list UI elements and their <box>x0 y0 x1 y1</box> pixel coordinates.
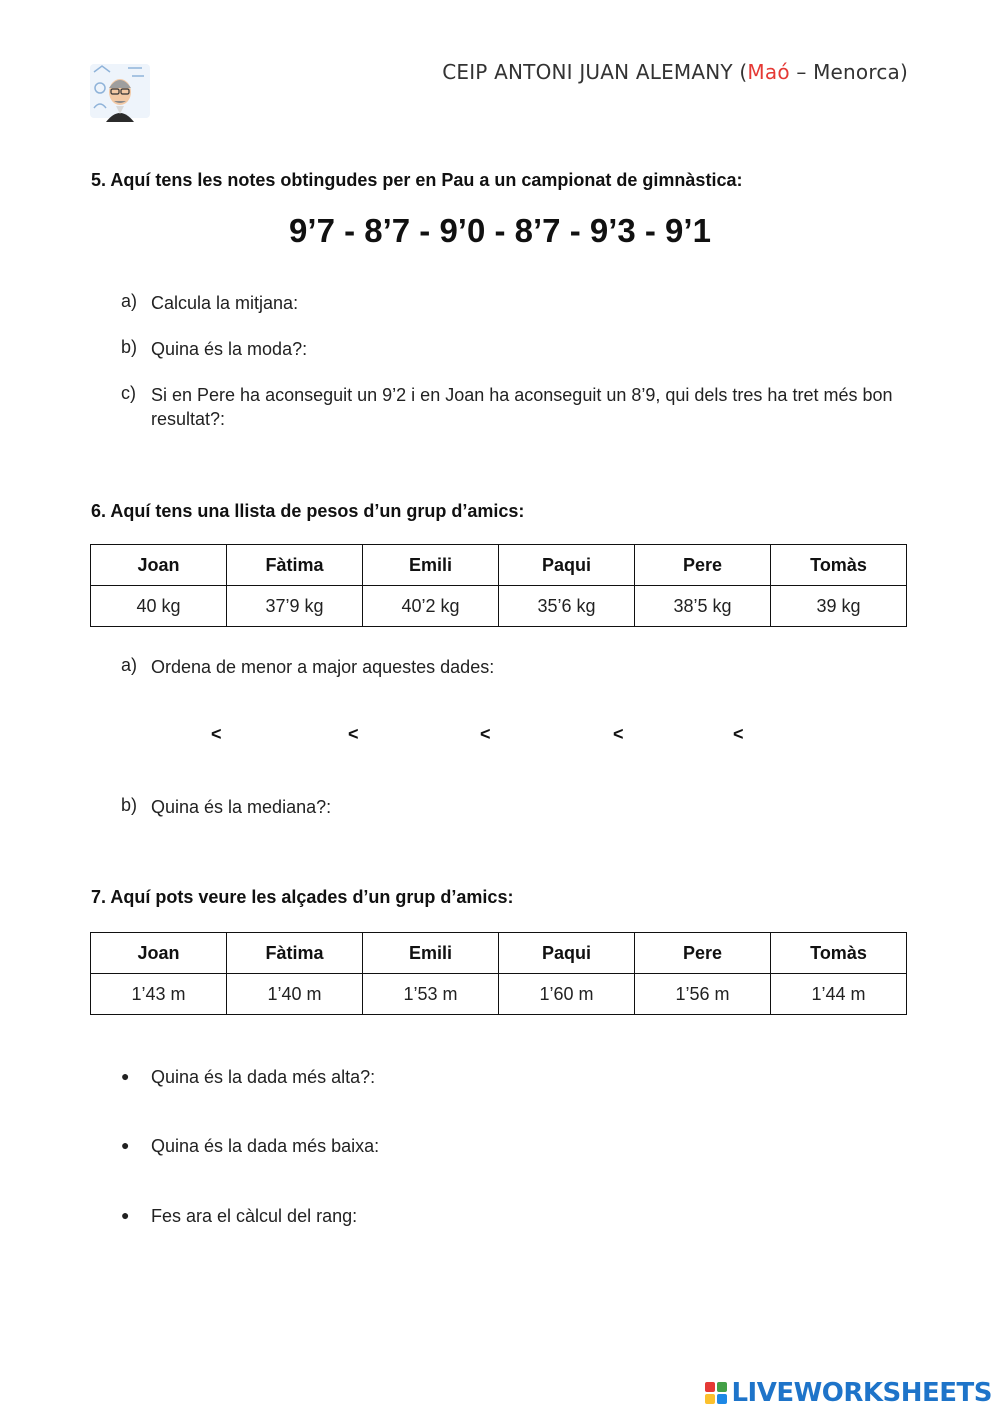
exercise-5-item-c: c) Si en Pere ha aconseguit un 9’2 i en Joan ha aconseguit un 8’9, qui dels tres ha tret més bon resultat?: <box>121 383 893 429</box>
less-than-sign: < <box>348 724 359 744</box>
table-cell: 40 kg <box>91 586 227 627</box>
school-name: CEIP ANTONI JUAN ALEMANY (Maó – Menorca) <box>442 60 908 84</box>
table-header-cell: Paqui <box>499 933 635 974</box>
table-header-cell: Paqui <box>499 545 635 586</box>
less-than-sign: < <box>211 724 222 744</box>
table-header-cell: Emili <box>363 545 499 586</box>
table-cell: 39 kg <box>771 586 907 627</box>
exercise-7-bullet-range: ● Fes ara el càlcul del rang: <box>121 1206 358 1226</box>
table-cell: 1’44 m <box>771 974 907 1015</box>
table-header-cell: Fàtima <box>227 545 363 586</box>
exercise-6-title: 6. Aquí tens una llista de pesos d’un grup d’amics: <box>91 501 525 521</box>
table-row <box>91 974 907 1015</box>
table-cell: 1’53 m <box>363 974 499 1015</box>
exercise-5-title: 5. Aquí tens les notes obtingudes per en Pau a un campionat de gimnàstica: <box>91 170 743 190</box>
table-cell: 37’9 kg <box>227 586 363 627</box>
table-header-cell: Tomàs <box>771 933 907 974</box>
brand-logo-icon <box>705 1382 727 1404</box>
less-than-sign: < <box>733 724 744 744</box>
table-header-cell: Tomàs <box>771 545 907 586</box>
exercise-7-bullet-lowest: ● Quina és la dada més baixa: <box>121 1136 380 1156</box>
table-cell: 38’5 kg <box>635 586 771 627</box>
exercise-7-bullet-highest: ● Quina és la dada més alta?: <box>121 1067 376 1087</box>
brand-name: LIVEWORKSHEETS <box>731 1378 992 1408</box>
table-cell: 40’2 kg <box>363 586 499 627</box>
weights-table <box>90 544 907 627</box>
table-header-cell: Pere <box>635 933 771 974</box>
exercise-7-title: 7. Aquí pots veure les alçades d’un grup d’amics: <box>91 887 514 907</box>
table-row <box>91 586 907 627</box>
school-city: Maó <box>747 60 790 84</box>
exercise-5-item-b: b) Quina és la moda?: <box>121 337 308 359</box>
liveworksheets-brand <box>705 1379 992 1407</box>
table-header-cell: Joan <box>91 545 227 586</box>
table-header-cell: Joan <box>91 933 227 974</box>
less-than-sign: < <box>480 724 491 744</box>
exercise-6-item-a: a) Ordena de menor a major aquestes dades: <box>121 655 495 677</box>
table-cell: 1’56 m <box>635 974 771 1015</box>
table-header-row <box>91 933 907 974</box>
table-cell: 1’40 m <box>227 974 363 1015</box>
heights-table <box>90 932 907 1015</box>
exercise-5-scores: 9’7 - 8’7 - 9’0 - 8’7 - 9’3 - 9’1 <box>289 212 711 249</box>
table-header-row <box>91 545 907 586</box>
table-header-cell: Fàtima <box>227 933 363 974</box>
table-cell: 35’6 kg <box>499 586 635 627</box>
table-cell: 1’60 m <box>499 974 635 1015</box>
exercise-5-item-a: a) Calcula la mitjana: <box>121 291 299 313</box>
table-header-cell: Pere <box>635 545 771 586</box>
table-cell: 1’43 m <box>91 974 227 1015</box>
table-header-cell: Emili <box>363 933 499 974</box>
less-than-sign: < <box>613 724 624 744</box>
exercise-6-item-b: b) Quina és la mediana?: <box>121 795 332 817</box>
teacher-avatar-logo <box>88 58 152 122</box>
